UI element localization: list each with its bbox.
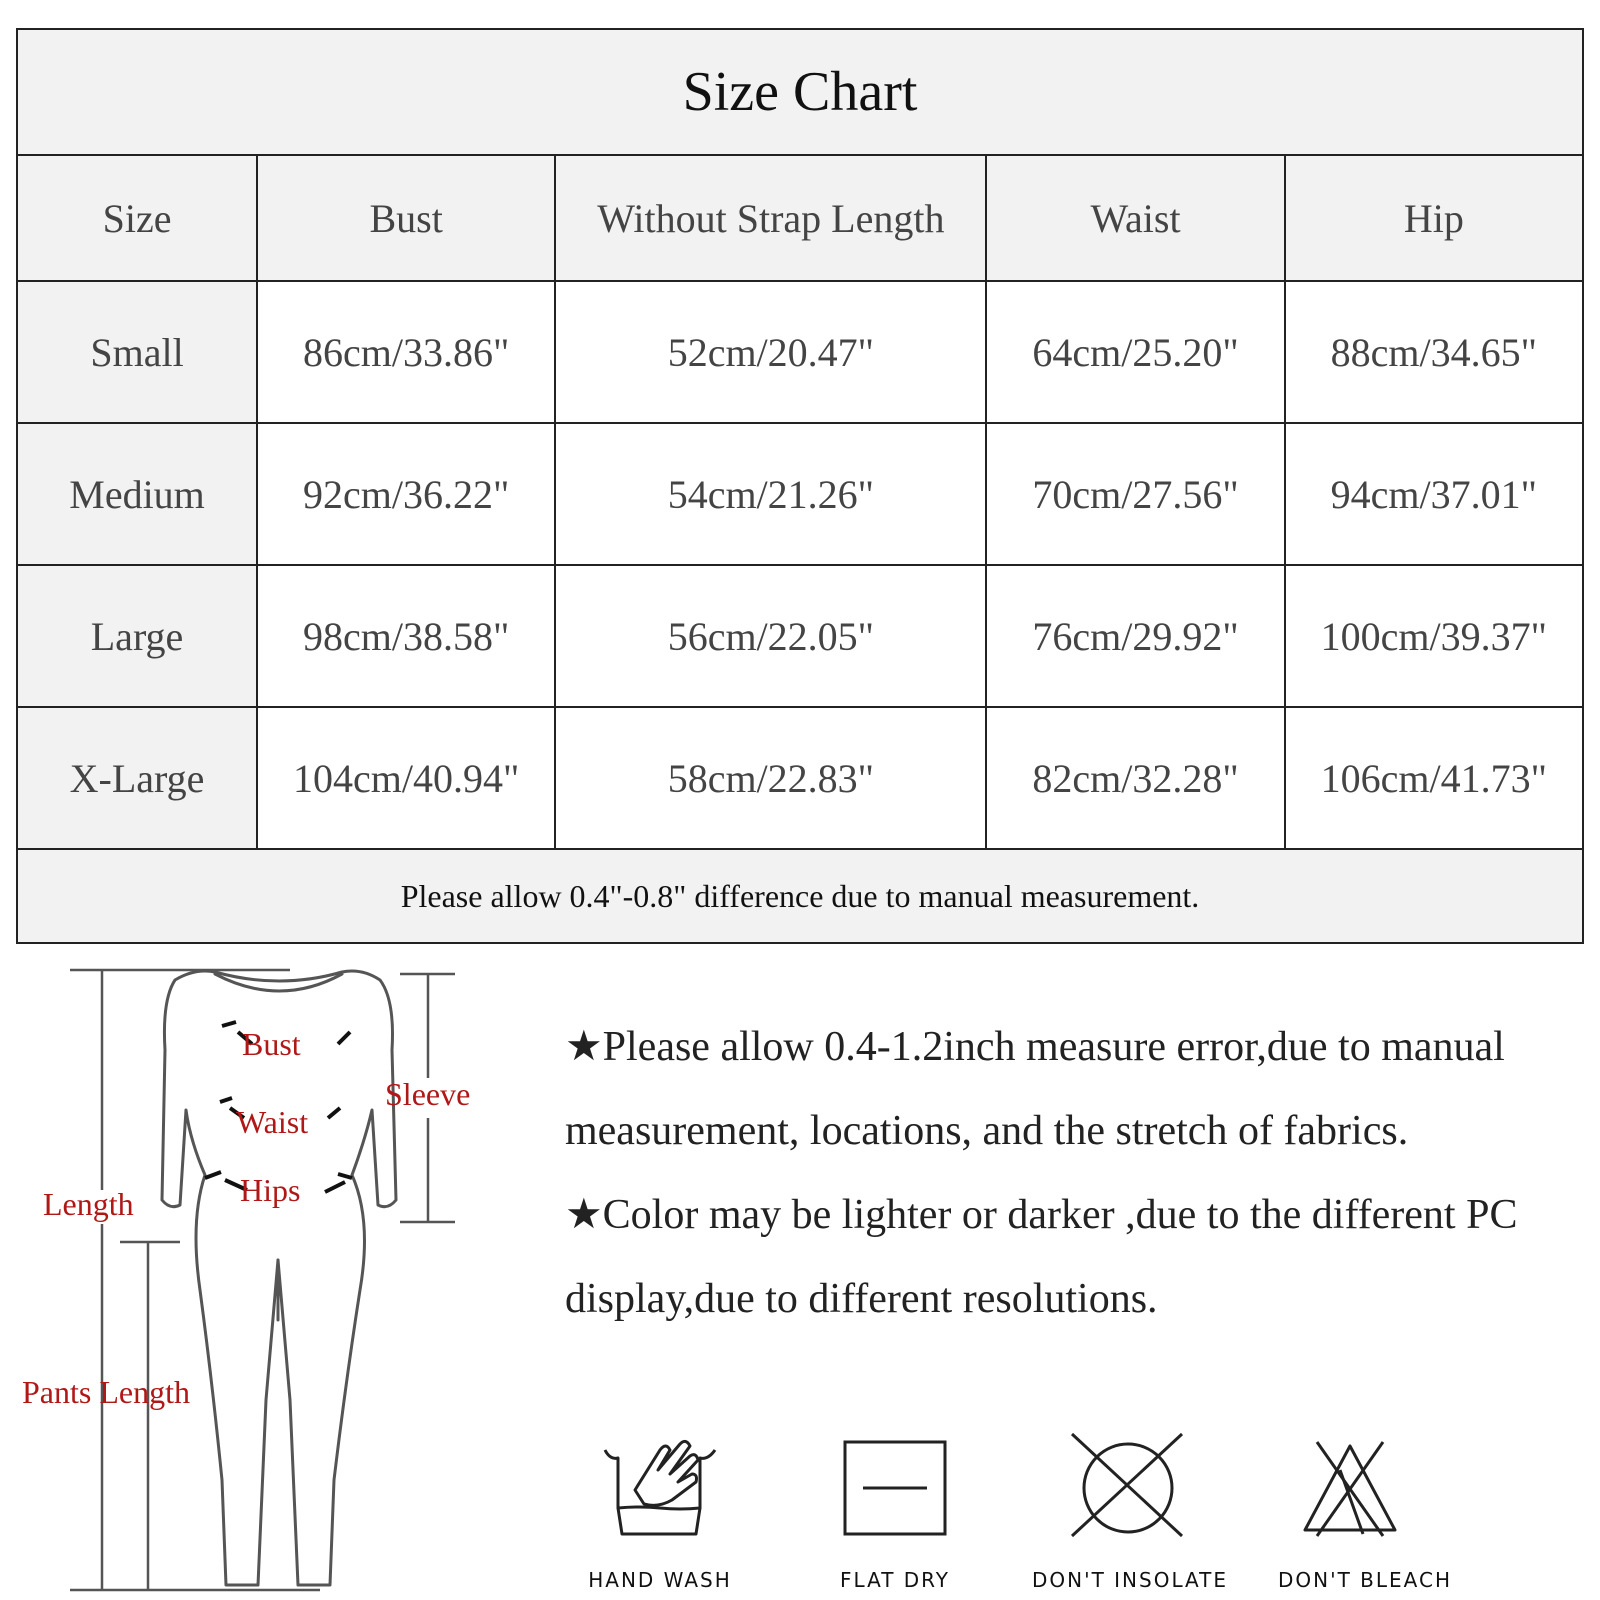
size-cell: Small bbox=[17, 281, 257, 423]
care-dont-insolate bbox=[1010, 1430, 1250, 1600]
size-cell: Medium bbox=[17, 423, 257, 565]
table-row bbox=[17, 565, 1583, 707]
hip-cell: 88cm/34.65" bbox=[1285, 281, 1583, 423]
table-row bbox=[17, 707, 1583, 849]
care-label: DON'T BLEACH bbox=[1277, 1568, 1452, 1592]
table-note: Please allow 0.4"-0.8" difference due to manual measurement. bbox=[17, 849, 1583, 943]
header-bust: Bust bbox=[257, 155, 555, 281]
note-measure-error: ★Please allow 0.4-1.2inch measure error,due to manual measurement, locations, and the stretch of fabrics. bbox=[565, 1024, 1505, 1154]
care-label: HAND WASH bbox=[588, 1568, 732, 1592]
note-color-variance: ★Color may be lighter or darker ,due to the different PC display,due to different resolutions. bbox=[565, 1192, 1518, 1322]
size-chart-table bbox=[16, 28, 1584, 944]
waist-cell: 76cm/29.92" bbox=[986, 565, 1284, 707]
size-cell: X-Large bbox=[17, 707, 257, 849]
header-waist: Waist bbox=[986, 155, 1284, 281]
care-flat-dry bbox=[775, 1430, 1015, 1600]
bust-label: Bust bbox=[242, 1026, 301, 1062]
care-label: DON'T INSOLATE bbox=[1031, 1568, 1229, 1592]
hip-cell: 100cm/39.37" bbox=[1285, 565, 1583, 707]
bust-cell: 104cm/40.94" bbox=[257, 707, 555, 849]
waist-label: Waist bbox=[236, 1104, 309, 1140]
pants-length-label: Pants Length bbox=[22, 1374, 190, 1410]
sleeve-label: Sleeve bbox=[385, 1076, 471, 1112]
care-label: FLAT DRY bbox=[839, 1568, 951, 1592]
waist-cell: 70cm/27.56" bbox=[986, 423, 1284, 565]
care-dont-bleach bbox=[1245, 1430, 1485, 1600]
bust-cell: 92cm/36.22" bbox=[257, 423, 555, 565]
size-cell: Large bbox=[17, 565, 257, 707]
hips-label: Hips bbox=[240, 1172, 301, 1208]
bust-cell: 98cm/38.58" bbox=[257, 565, 555, 707]
waist-cell: 82cm/32.28" bbox=[986, 707, 1284, 849]
table-row bbox=[17, 423, 1583, 565]
care-hand-wash bbox=[540, 1430, 780, 1600]
hip-cell: 106cm/41.73" bbox=[1285, 707, 1583, 849]
hand-wash-icon bbox=[540, 1430, 780, 1560]
header-without-strap-length: Without Strap Length bbox=[555, 155, 986, 281]
length-cell: 52cm/20.47" bbox=[555, 281, 986, 423]
length-label: Length bbox=[43, 1186, 134, 1222]
flat-dry-icon bbox=[775, 1430, 1015, 1560]
dont-insolate-icon bbox=[1010, 1430, 1250, 1560]
hip-cell: 94cm/37.01" bbox=[1285, 423, 1583, 565]
length-cell: 58cm/22.83" bbox=[555, 707, 986, 849]
table-header-row bbox=[17, 155, 1583, 281]
table-title: Size Chart bbox=[17, 29, 1583, 155]
header-size: Size bbox=[17, 155, 257, 281]
notes-block bbox=[565, 1005, 1585, 1341]
header-hip: Hip bbox=[1285, 155, 1583, 281]
length-cell: 54cm/21.26" bbox=[555, 423, 986, 565]
waist-cell: 64cm/25.20" bbox=[986, 281, 1284, 423]
measurement-figure bbox=[0, 960, 520, 1600]
dont-bleach-icon bbox=[1245, 1430, 1485, 1560]
bust-cell: 86cm/33.86" bbox=[257, 281, 555, 423]
table-row bbox=[17, 281, 1583, 423]
length-cell: 56cm/22.05" bbox=[555, 565, 986, 707]
